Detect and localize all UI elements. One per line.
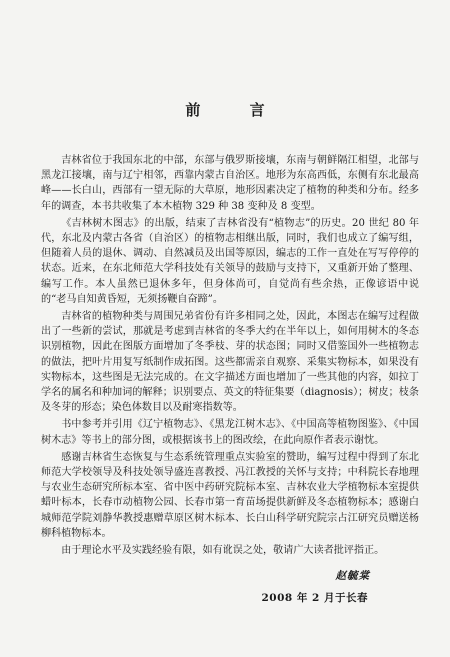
paragraph-acknowledgements: 感谢吉林省生态恢复与生态系统管理重点实验室的赞助，编写过程中得到了东北师范大学校领导及科技处领导盛连喜教授、冯江教授的关怀与支持；中科院长春地理与农业生态研究所标本室、省中医中药研究院标本室、吉林农业大学植物标本室提供蜡叶标本，长春市动植物公园、长春市第一育苗场提供新鲜及冬态植物标本；感谢白城师范学院刘静华教授惠赠草原区树木标本、长白山科学研究院宗占江研究员赠送杨柳科植物标本。	[41, 451, 419, 539]
preface-body	[41, 153, 419, 558]
paragraph-closing: 由于理论水平及实践经验有限，如有讹误之处，敬请广大读者批评指正。	[61, 545, 385, 557]
paragraph-geography: 吉林省位于我国东北的中部，东部与俄罗斯接壤，东南与朝鲜隔江相望，北部与黑龙江接壤，南与辽宁相邻，西靠内蒙古自治区。地形为东高西低，东侧有东北最高峰——长白山，西部有一望无际的大草原，地形因素决定了植物的种类和分布。经多年的调查，本书共收集了本木植物 329 种 38 变种及 8 变型。	[41, 155, 419, 212]
paragraph-history: 《吉林树木图志》的出版，结束了吉林省没有“植物志”的历史。20 世纪 80 年代，东北及内蒙古各省（自治区）的植物志相继出版，同时，我们也成立了编写组，但随着人员的退休、调动、自然减员及出国等原因，编志的工作一直处在写写停停的状态。近来，在东北师范大学科技处有关领导的鼓励与支持下，又重新开始了整理、编写工作。本人虽然已退休多年，但身体尚可，自觉尚有些余热，正像谚语中说的“老马自知黄昏短，无须扬鞭自奋蹄”。	[41, 217, 419, 305]
author-signature: 赵毓棠	[335, 570, 370, 582]
paragraph-references: 书中参考并引用《辽宁植物志》、《黑龙江树木志》、《中国高等植物图鉴》、《中国树木志》等书上的部分图，或根据该书上的图改绘，在此向原作者表示谢忱。	[41, 419, 419, 446]
paragraph-method: 吉林省的植物种类与周围兄弟省份有许多相同之处，因此，本图志在编写过程做出了一些新的尝试，那就是考虑到吉林省的冬季大约在半年以上，如何用树木的冬态识别植物，因此在图版方面增加了冬季枝、芽的状态图；同时又借鉴国外一些植物志的做法，把叶片用复写纸制作成拓图。这些都需亲自观察、采集实物标本，如果没有实物标本，这些图是无法完成的。在文字描述方面也增加了一些其他的内容，如拉丁学名的属名和种加词的解释；识别要点、英文的特征集要（diagnosis）；树皮；枝条及冬芽的形态；染色体数目以及耐寒指数等。	[41, 311, 419, 414]
date-line: 2008 年 2 月于长春	[261, 592, 368, 604]
page-title: 前 言	[185, 101, 287, 119]
